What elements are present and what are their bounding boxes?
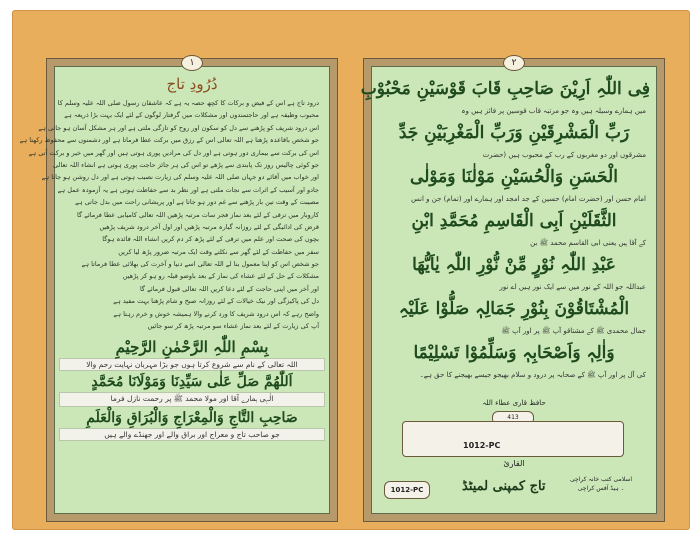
booklet-spread: [12, 10, 690, 530]
arabic-line: الثَّقَلَیْنِ اَبِی الْقَاسِمِ مُحَمَّدِ ابْنِ: [411, 211, 617, 231]
text-line: مصیبت کے وقت تین بار پڑھنے سے غم دور ہو جاتا ہے اور پریشانی راحت میں بدل جاتی ہے: [75, 198, 319, 207]
left-page-panel: [19, 66, 330, 514]
verse-2-translation: جو صاحب تاج و معراج اور براق والے اور جھنڈے والے ہیں: [59, 428, 325, 441]
bismillah-translation: اللہ تعالی کے نام سے شروع کرتا ہوں جو بڑا مہربان نہایت رحم والا: [59, 358, 325, 371]
text-line: بچوں کی صحت اور علم میں ترقی کے لئے پڑھ کر دم کریں انشاء اللہ فائدہ ہوگا: [102, 235, 319, 244]
translation-line: امام حسن اور (حضرت امام) حسین کے جد امجد اور ہمارے اور (تمام) جن و انس: [411, 195, 646, 203]
bottom-stamp: 1012-PC: [384, 481, 430, 499]
text-line: آپ کی زیارت کے لئے بعد نماز عشاء سو مرتبہ پڑھ کر سو جائیں: [147, 322, 319, 331]
translation-line: کی آل پر اور آپ ﷺ کے صحابہ پر درود و سلام بھیجو جیسے بھیجنے کا حق ہے۔: [419, 371, 646, 379]
text-line: دل کی پاکیزگی اور نیک خیالات کے لئے روزانہ صبح و شام پڑھنا بہت مفید ہے: [113, 297, 319, 306]
text-line: جو کوئی چالیس روز تک پابندی سے پڑھے تو اس کی ہر جائز حاجت پوری ہوتی ہے انشاء اللہ تعالی: [52, 160, 319, 169]
intro-text: [19, 97, 329, 332]
text-line: محبوب وظیفہ ہے اور حاجتمندوں اور مشکلات میں گرفتار لوگوں کے لئے ایک بہت بڑا ذریعہ ہے: [64, 111, 319, 120]
bismillah: بِسْمِ اللّٰہِ الرَّحْمٰنِ الرَّحِیْمِ: [115, 338, 269, 357]
translation-line: مشرقوں اور دو مغربوں کے رب کے محبوب ہیں (حضرت: [482, 151, 646, 159]
stamp-code: 1012-PC: [463, 441, 501, 450]
publisher-address: اسلامی کتب خانہ کراچی ۔ ہیڈ آفس کراچی: [569, 476, 633, 492]
publisher-logo: تاج کمپنی لمیٹڈ: [462, 479, 546, 494]
text-line: جادو اور آسیب کے اثرات سے نجات ملتی ہے اور نظر بد سے حفاظت ہوتی ہے یہ آزمودہ عمل ہے: [57, 185, 319, 194]
translation-line: میں ہمارے وسیلہ ہیں وہ جو مرتبہ قاب قوسین پر فائز ہیں وہ: [461, 107, 646, 115]
signature: حافظ قاری عطاء اللہ: [482, 399, 546, 407]
text-line: درود تاج ہے اس کے فیض و برکات کا کچھ حصہ یہ ہے کہ عاشقان رسول صلی اللہ علیہ وسلم کا: [57, 99, 319, 107]
arabic-line: وَاٰلِہٖ وَاَصْحَابِہٖ وَسَلِّمُوْا تَسْلِیْمًا: [413, 343, 615, 363]
page-number: ٢: [503, 55, 525, 71]
text-line: اور آخر میں اپنی حاجت کے لئے دعا کریں اللہ تعالی قبول فرمائے گا: [139, 284, 319, 293]
verse-1: اَللّٰھُمَّ صَلِّ عَلٰی سَیِّدِنَا وَمَوْلَانَا مُحَمَّدٍ: [91, 374, 293, 391]
right-page: [360, 58, 665, 522]
left-page: [19, 58, 338, 522]
text-line: اور خواب میں آقائے دو جہاں صلی اللہ علیہ وسلم کی زیارت نصیب ہوتی ہے اور دل روشن ہو جاتا ہے: [41, 173, 319, 182]
verse-1-translation: الٰہی ہمارے آقا اور مولا محمد ﷺ پر رحمت نازل فرما: [59, 392, 325, 407]
text-line: جو شخص باقاعدہ پڑھتا ہے اللہ تعالی اس کے رزق میں برکت عطا فرماتا ہے اور دشمنوں سے محفوظ رکھتا ہے: [19, 136, 319, 145]
right-page-panel: [360, 66, 657, 514]
arabic-line: رَبِّ الْمَشْرِقَیْنِ وَرَبِّ الْمَغْرِبَیْنِ جَدِّ: [398, 123, 630, 143]
text-line: اس درود شریف کو پڑھنے سے دل کو سکون اور روح کو تازگی ملتی ہے اور ہر مشکل آسان ہو جاتی ہے: [38, 123, 319, 132]
text-line: مشکلات کے حل کے لئے عشاء کی نماز کے بعد باوضو قبلہ رو ہو کر پڑھیں: [122, 272, 319, 281]
text-line: واضح رہے کہ اس درود شریف کا ورد کرنے والا ہمیشہ خوش و خرم رہتا ہے: [113, 309, 319, 318]
text-line: قرض کی ادائیگی کے لئے روزانہ گیارہ مرتبہ پڑھیں اور اول آخر درود شریف پڑھیں: [99, 222, 319, 231]
page-title: دُرُودِ تاج: [166, 75, 218, 93]
translation-line: جمال محمدی ﷺ کے مشتاقو آپ ﷺ پر اور آپ ﷺ: [501, 327, 646, 335]
handwritten-note: القارئ: [503, 459, 525, 468]
arabic-line: عَبْدِ اللّٰہِ نُوْرٍ مِّنْ نُّوْرِ اللّٰہِ یٰاَیُّھَا: [412, 255, 616, 275]
approval-stamp: [402, 421, 624, 457]
verse-2: صَاحِبِ التَّاجِ وَالْمِعْرَاجِ وَالْبُرَاقِ وَالْعَلَمِ: [86, 410, 298, 427]
translation-line: کے آقا ہیں یعنی ابی القاسم محمد ﷺ بن: [530, 239, 646, 247]
text-line: جو شخص اس کو اپنا معمول بنا لے اللہ تعالی اسے دنیا و آخرت کی بھلائی عطا فرماتا ہے: [81, 260, 319, 269]
text-line: سفر میں حفاظت کے لئے گھر سے نکلتے وقت ایک مرتبہ ضرور پڑھ لیا کریں: [118, 247, 319, 256]
text-line: اس کی برکت سے بیماری دور ہوتی ہے اور دل کی مرادیں پوری ہوتی ہیں اور گھر میں خیر و برکت آتی ہے: [28, 148, 319, 157]
small-code-badge: 413: [492, 411, 534, 425]
arabic-line: الْمُشْتَاقُوْنَ بِنُوْرِ جَمَالِہٖ صَلُّوْا عَلَیْہِ: [398, 299, 630, 319]
arabic-line: فِی اللّٰہِ اَرِیْنَ صَاحِبِ قَابَ قَوْسَیْنِ مَحْبُوْبِ: [360, 79, 650, 99]
durood-lines: [360, 73, 656, 381]
page-number: ١: [181, 55, 203, 71]
translation-line: عبداللہ جو اللہ کے نور میں سے ایک نور ہیں اے نور: [499, 283, 646, 291]
text-line: کاروبار میں ترقی کے لئے بعد نماز فجر سات مرتبہ پڑھیں اللہ تعالی کامیابی عطا فرمائے گا: [77, 210, 319, 219]
arabic-line: الْحَسَنِ وَالْحُسَیْنِ مَوْلٰنَا وَمَوْلٰی: [410, 167, 618, 187]
